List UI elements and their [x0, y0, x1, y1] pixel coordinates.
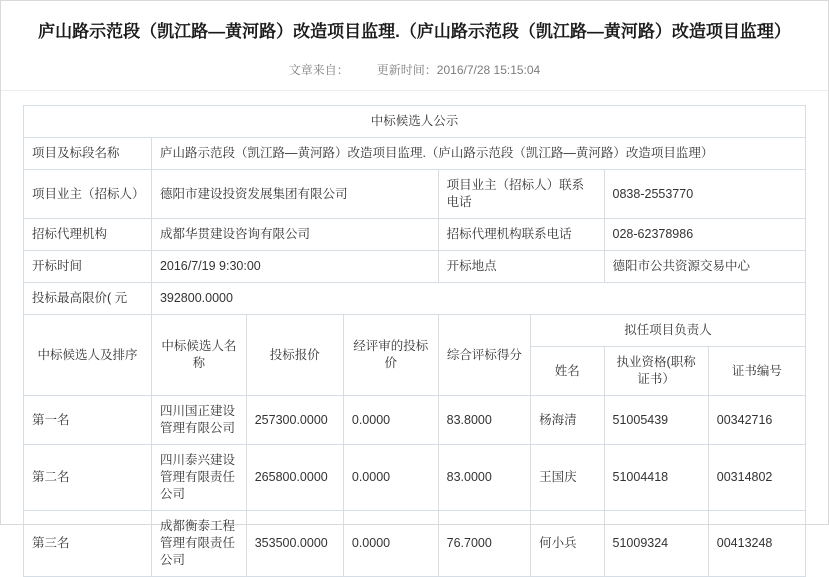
- open-time-label: 开标时间: [24, 251, 152, 283]
- table-header-row: [24, 315, 806, 347]
- table-row: [24, 170, 806, 219]
- open-time-value: 2016/7/19 9:30:00: [151, 251, 438, 283]
- table-row: [24, 219, 806, 251]
- candidate-bid-price: 353500.0000: [246, 511, 343, 577]
- owner-phone-value: 0838-2553770: [604, 170, 805, 219]
- project-name-value: 庐山路示范段（凯江路—黄河路）改造项目监理.（庐山路示范段（凯江路—黄河路）改造项目监理）: [151, 138, 805, 170]
- candidate-cert-no: 00413248: [708, 511, 805, 577]
- article-source-label: 文章来自：: [288, 63, 349, 77]
- header-cert-no: 证书编号: [708, 347, 805, 396]
- candidate-qualification: 51004418: [604, 445, 708, 511]
- candidate-bid-price: 265800.0000: [246, 445, 343, 511]
- max-price-value: 392800.0000: [151, 283, 805, 315]
- candidate-qualification: 51009324: [604, 511, 708, 577]
- article-meta: [1, 53, 828, 91]
- header-leader-group: 拟任项目负责人: [531, 315, 806, 347]
- header-qualification: 执业资格(职称证书）: [604, 347, 708, 396]
- table-row: [24, 138, 806, 170]
- candidate-bid-price: 257300.0000: [246, 396, 343, 445]
- candidate-cert-no: 00342716: [708, 396, 805, 445]
- candidate-name: 四川泰兴建设管理有限责任公司: [151, 445, 246, 511]
- candidate-cert-no: 00314802: [708, 445, 805, 511]
- candidate-leader-name: 王国庆: [531, 445, 604, 511]
- header-score: 综合评标得分: [438, 315, 530, 396]
- table-row: [24, 445, 806, 511]
- candidate-name: 成都衡泰工程管理有限责任公司: [151, 511, 246, 577]
- table-row: [24, 283, 806, 315]
- candidate-qualification: 51005439: [604, 396, 708, 445]
- project-name-label: 项目及标段名称: [24, 138, 152, 170]
- candidate-reviewed-price: 0.0000: [343, 396, 438, 445]
- table-row: [24, 511, 806, 577]
- agency-label: 招标代理机构: [24, 219, 152, 251]
- agency-value: 成都华贯建设咨询有限公司: [151, 219, 438, 251]
- candidate-leader-name: 杨海清: [531, 396, 604, 445]
- header-reviewed-price: 经评审的投标价: [343, 315, 438, 396]
- max-price-label: 投标最高限价( 元: [24, 283, 152, 315]
- header-leader-name: 姓名: [531, 347, 604, 396]
- candidate-leader-name: 何小兵: [531, 511, 604, 577]
- table-row: [24, 396, 806, 445]
- bid-announcement-table: [23, 105, 806, 577]
- bid-table-container: [1, 91, 828, 577]
- owner-phone-label: 项目业主（招标人）联系电话: [438, 170, 604, 219]
- candidate-name: 四川国正建设管理有限公司: [151, 396, 246, 445]
- table-row: [24, 106, 806, 138]
- bid-table-caption: 中标候选人公示: [24, 106, 806, 138]
- candidate-score: 83.8000: [438, 396, 530, 445]
- agency-phone-value: 028-62378986: [604, 219, 805, 251]
- open-place-value: 德阳市公共资源交易中心: [604, 251, 805, 283]
- page-title: 庐山路示范段（凯江路—黄河路）改造项目监理.（庐山路示范段（凯江路—黄河路）改造项目监理）: [38, 22, 791, 41]
- agency-phone-label: 招标代理机构联系电话: [438, 219, 604, 251]
- candidate-score: 83.0000: [438, 445, 530, 511]
- candidate-reviewed-price: 0.0000: [343, 445, 438, 511]
- header-rank: 中标候选人及排序: [24, 315, 152, 396]
- article-update-time: 2016/7/28 15:15:04: [436, 62, 541, 77]
- candidate-score: 76.7000: [438, 511, 530, 577]
- candidate-reviewed-price: 0.0000: [343, 511, 438, 577]
- owner-value: 德阳市建设投资发展集团有限公司: [151, 170, 438, 219]
- candidate-rank: 第三名: [24, 511, 152, 577]
- owner-label: 项目业主（招标人）: [24, 170, 152, 219]
- header-name: 中标候选人名称: [151, 315, 246, 396]
- candidate-rank: 第一名: [24, 396, 152, 445]
- candidate-rank: 第二名: [24, 445, 152, 511]
- header-bid-price: 投标报价: [246, 315, 343, 396]
- open-place-label: 开标地点: [438, 251, 604, 283]
- table-row: [24, 251, 806, 283]
- article-update-label: 更新时间：: [376, 63, 437, 77]
